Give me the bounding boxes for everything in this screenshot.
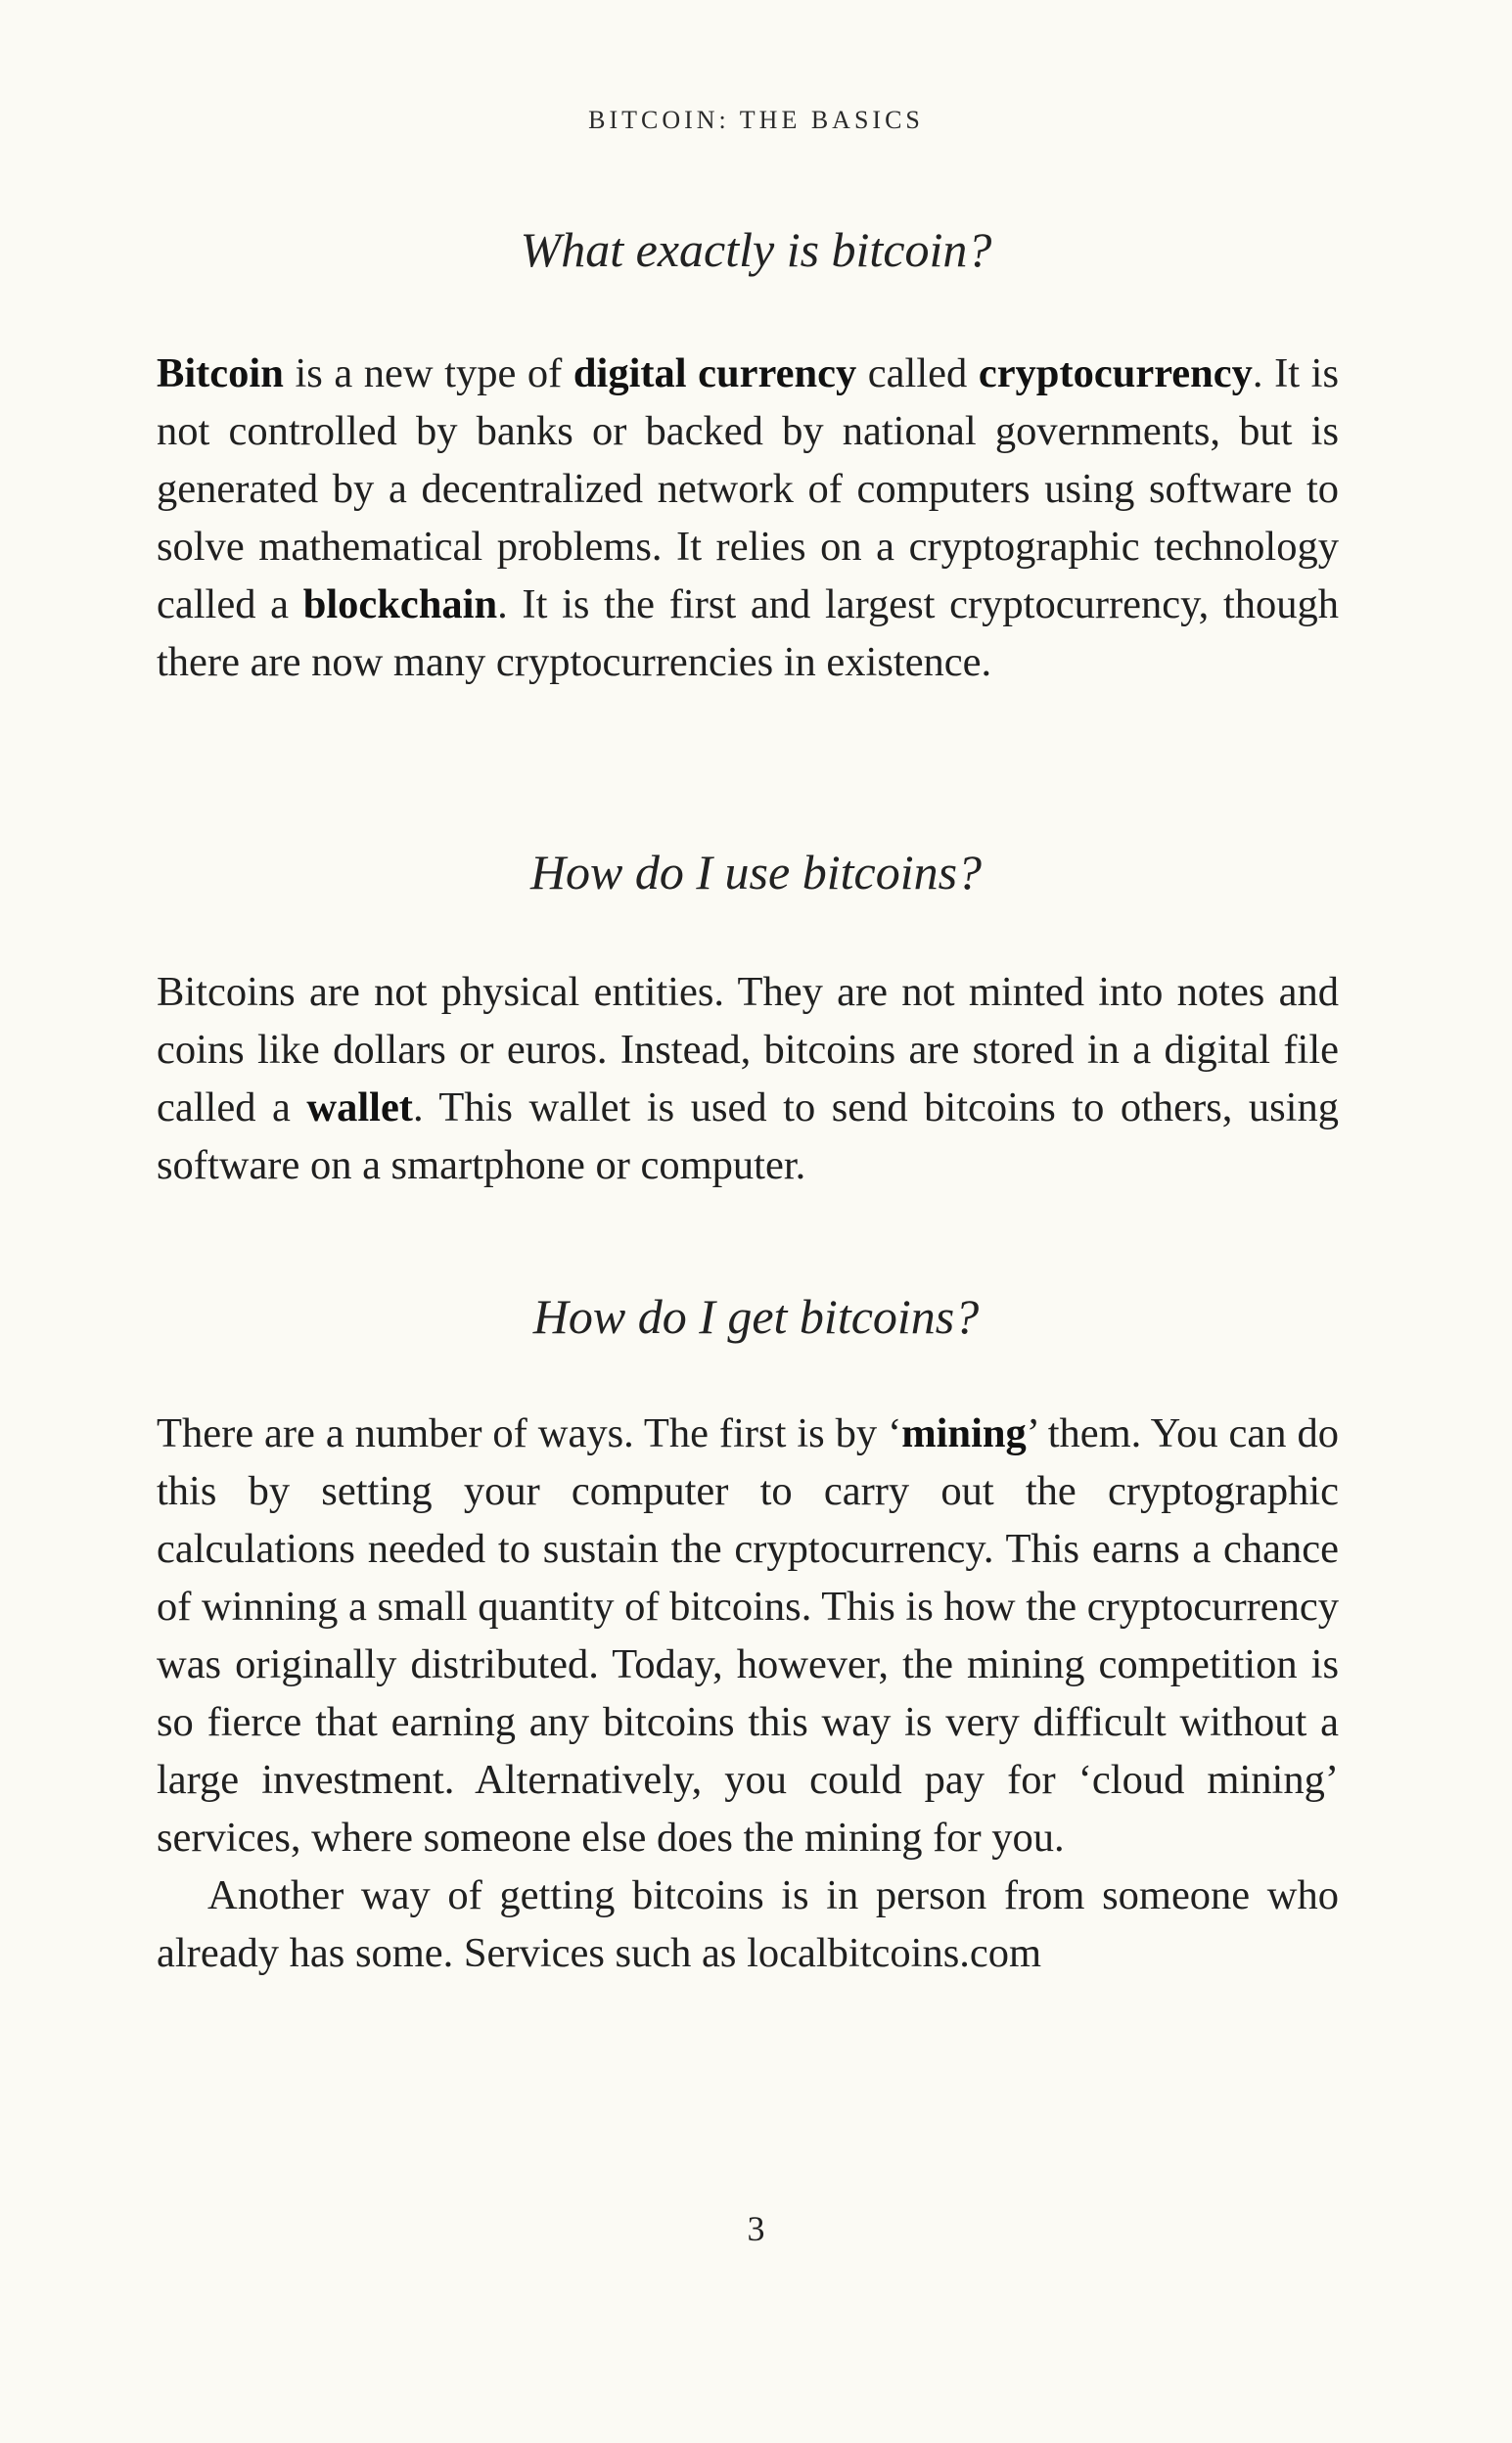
bold-term: wallet — [306, 1084, 413, 1130]
bold-term: mining — [901, 1410, 1027, 1456]
text-run: Another way of getting bitcoins is in person from someone who already has some. Services such as localbitcoins.com — [157, 1872, 1339, 1976]
section-heading: How do I use bitcoins? — [529, 845, 983, 899]
section-heading: What exactly is bitcoin? — [520, 222, 992, 277]
page-number: 3 — [747, 2209, 765, 2248]
text-run: . It is not controlled by banks or backed by national governments, but is generated by a decentralized network of computers using software to solve mathematical problems. It relies on a cryptographic technology called a — [157, 350, 1339, 627]
bold-term: blockchain — [302, 581, 498, 627]
running-head: BITCOIN: THE BASICS — [588, 106, 924, 134]
text-run: There are a number of ways. The first is by ‘ — [157, 1410, 902, 1456]
bold-term: digital currency — [573, 350, 857, 396]
body-paragraph — [157, 1405, 1339, 1867]
bold-term: cryptocurrency — [978, 350, 1253, 396]
section-heading: How do I get bitcoins? — [532, 1289, 980, 1344]
text-run: . It is the first and largest cryptocurrency, though there are now many cryptocurrencies in existence. — [157, 581, 1339, 685]
bold-term: Bitcoin — [157, 350, 284, 396]
section-body — [157, 345, 1339, 691]
section-body — [157, 963, 1339, 1194]
body-paragraph — [157, 1867, 1339, 1982]
body-paragraph — [157, 345, 1339, 691]
body-paragraph — [157, 963, 1339, 1194]
text-run: ’ them. You can do this by setting your computer to carry out the cryptographic calculations needed to sustain the cryptocurrency. This earns a chance of winning a small quantity of bitcoins. This is how the cryptocurrency was originally distributed. Today, however, the mining competition is so fierce that earning any bitcoins this way is very difficult without a large investment. Alternatively, you could pay for ‘cloud mining’ services, where someone else does the mining for you. — [157, 1410, 1339, 1861]
text-run: Bitcoins are not physical entities. They are not minted into notes and coins like dollars or euros. Instead, bitcoins are stored in a digital file called a — [157, 969, 1339, 1130]
text-run: . This wallet is used to send bitcoins to others, using software on a smartphone or computer. — [157, 1084, 1339, 1188]
text-run: called — [856, 350, 979, 396]
section-body — [157, 1405, 1339, 1982]
text-run: is a new type of — [283, 350, 573, 396]
